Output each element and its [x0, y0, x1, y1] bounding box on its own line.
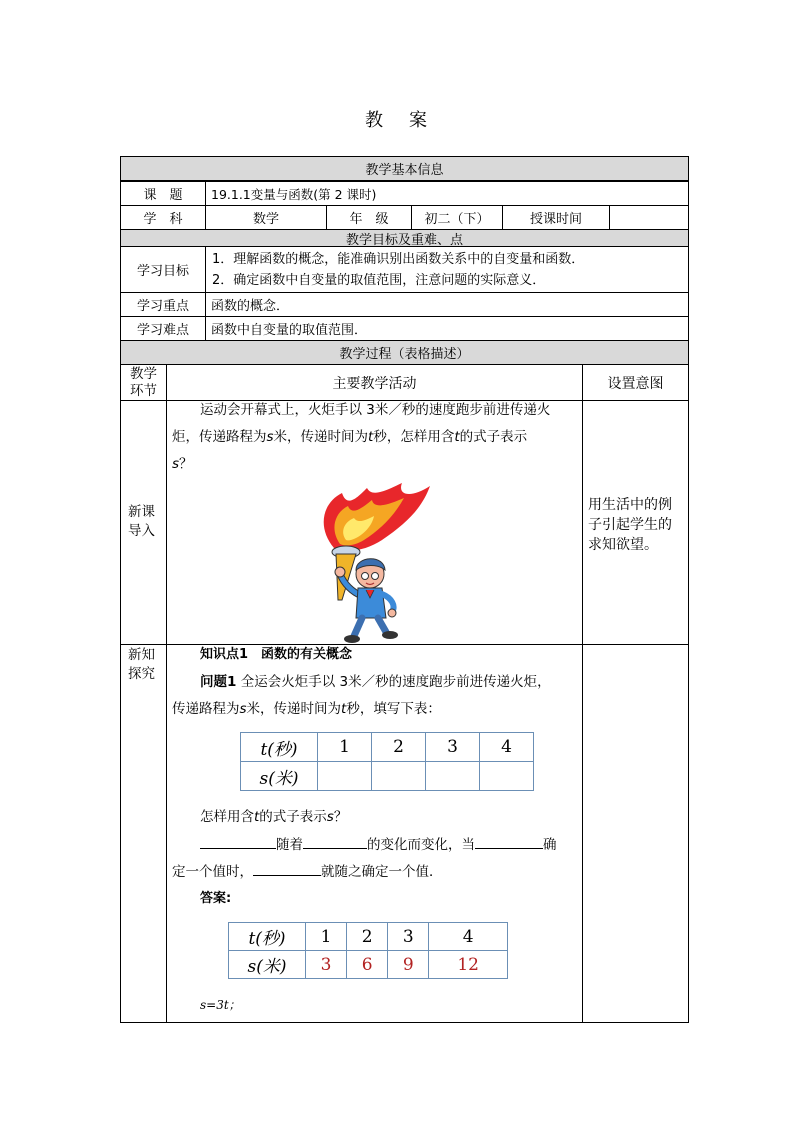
t-cell-2: 2: [372, 733, 426, 762]
s-blank-4[interactable]: [480, 762, 534, 791]
how-to-express: 怎样用含t的式子表示s？: [200, 809, 348, 825]
topic-value: 19.1.1变量与函数(第 2 课时): [205, 181, 689, 205]
difficulty-value: 函数中自变量的取值范围．: [205, 316, 689, 340]
document-title: 教 案: [365, 110, 429, 131]
objective-value: [205, 246, 689, 292]
fill-in-sentence: 随着 的变化而变化，当 确 定一个值时， 就随之确定一个值．: [172, 832, 577, 886]
runner-hand: [335, 567, 345, 577]
objective-line-2: 2．确定函数中自变量的取值范围，注意问题的实际意义．: [212, 272, 546, 288]
blank-4[interactable]: [253, 861, 321, 876]
basic-info-header: 教学基本信息: [120, 156, 689, 181]
explore-intent-cell: [582, 644, 689, 1023]
ans-s-cell-1: 3: [306, 951, 347, 979]
row-s-header: s(米): [241, 762, 318, 791]
process-header: 教学过程（表格描述）: [120, 340, 689, 364]
ans-t-cell-2: 2: [347, 923, 388, 951]
answer-distance-table: [228, 922, 508, 979]
difficulty-label: 学习难点: [120, 316, 205, 340]
answer-label: 答案:: [200, 891, 232, 906]
topic-label: 课 题: [120, 181, 205, 205]
s-blank-1[interactable]: [318, 762, 372, 791]
explore-stage-cell: [120, 644, 166, 1023]
ans-s-cell-4: 12: [429, 951, 508, 979]
blank-1[interactable]: [200, 834, 276, 849]
objective-label: 学习目标: [120, 246, 205, 292]
time-label: 授课时间: [502, 205, 609, 229]
knowledge-point-title: 知识点1 函数的有关概念: [200, 647, 353, 662]
ans-s-cell-2: 6: [347, 951, 388, 979]
col-intent-header: 设置意图: [582, 364, 689, 400]
ans-t-cell-4: 4: [429, 923, 508, 951]
col-activity-header: 主要教学活动: [166, 364, 582, 400]
key-point-value: 函数的概念．: [205, 292, 689, 316]
objective-line-1: 1．理解函数的概念，能准确识别出函数关系中的自变量和函数．: [212, 251, 585, 267]
formula: s=3t；: [200, 998, 241, 1012]
col-stage-header: 教学环节: [120, 364, 166, 400]
question-1: 问题1 全运会火炬手以 3米／秒的速度跑步前进传递火炬， 传递路程为s米，传递时间为t秒，填写下表：: [172, 674, 551, 717]
ans-t-cell-3: 3: [388, 923, 429, 951]
intro-intent-text: 用生活中的例子引起学生的求知欲望。: [588, 497, 672, 553]
row-t-header: t(秒): [241, 733, 318, 762]
runner-leg-1: [354, 618, 362, 636]
subject-label: 学 科: [120, 205, 205, 229]
time-value: [609, 205, 689, 229]
ans-row-s-header: s(米): [229, 951, 306, 979]
t-cell-3: 3: [426, 733, 480, 762]
ans-s-cell-3: 9: [388, 951, 429, 979]
blank-3[interactable]: [475, 834, 543, 849]
blank-distance-table: [240, 732, 534, 791]
intro-stage-label: 新课导入: [128, 504, 155, 539]
t-cell-1: 1: [318, 733, 372, 762]
intro-paragraph: 运动会开幕式上，火炬手以 3米／秒的速度跑步前进传递火 炬，传递路程为s米，传递时间为t秒，怎样用含t的式子表示 s？: [172, 402, 551, 472]
grade-label: 年 级: [326, 205, 411, 229]
key-point-label: 学习重点: [120, 292, 205, 316]
grade-value: 初二（下）: [411, 205, 502, 229]
torch-runner-illustration: [312, 478, 442, 644]
subject-value: 数学: [205, 205, 326, 229]
blank-2[interactable]: [303, 834, 367, 849]
s-blank-3[interactable]: [426, 762, 480, 791]
t-cell-4: 4: [480, 733, 534, 762]
goals-header: 教学目标及重难、点: [120, 229, 689, 246]
ans-row-t-header: t(秒): [229, 923, 306, 951]
s-blank-2[interactable]: [372, 762, 426, 791]
explore-stage-label: 新知探究: [128, 647, 155, 682]
runner-leg-2: [378, 618, 386, 632]
ans-t-cell-1: 1: [306, 923, 347, 951]
